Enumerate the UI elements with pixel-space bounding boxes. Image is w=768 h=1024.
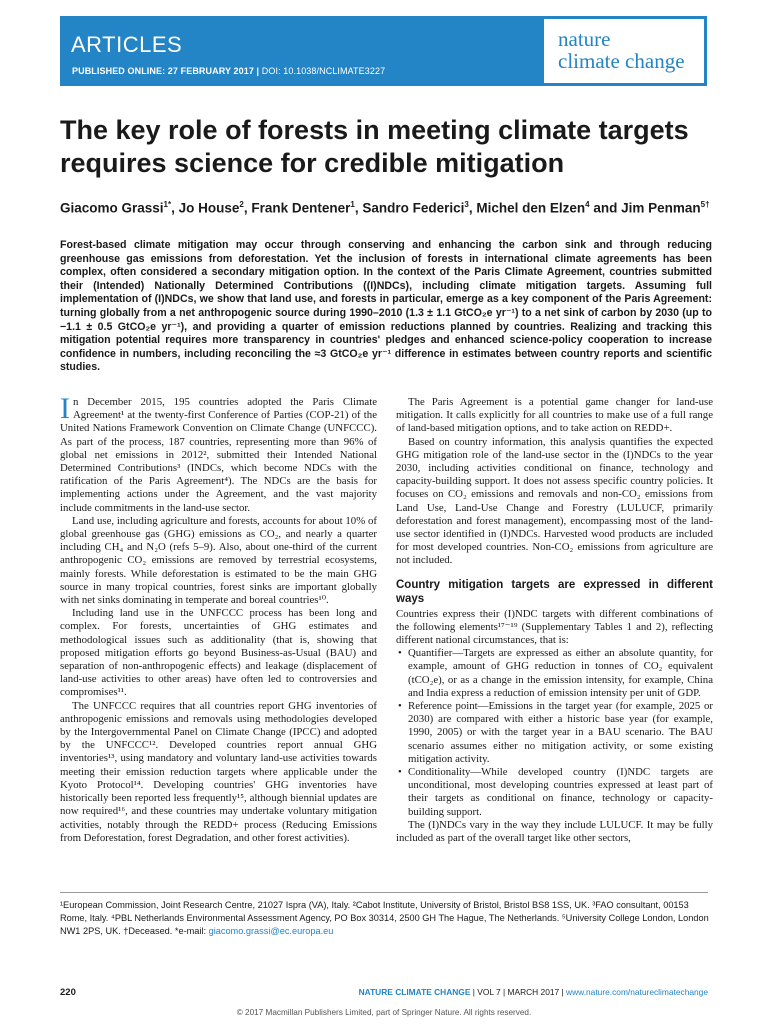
- body-paragraph: Countries express their (I)NDC targets with different combinations of the following elements¹⁷⁻¹⁹ (Supplementary Tables 1 and 2), reflecting different national circumstances, that is:: [396, 607, 713, 647]
- section-heading: Country mitigation targets are expressed in different ways: [396, 578, 713, 605]
- list-item: • Conditionality—While developed country (I)NDC targets are unconditional, most developing countries expressed at least part of their targets as conditional on finance, technology or capacity-building support.: [398, 766, 713, 818]
- journal-logo-line1: nature: [558, 27, 611, 51]
- journal-logo[interactable]: [541, 16, 707, 86]
- published-date: PUBLISHED ONLINE: 27 FEBRUARY 2017: [72, 66, 254, 76]
- copyright-notice: © 2017 Macmillan Publishers Limited, part of Springer Nature. All rights reserved.: [236, 1008, 532, 1017]
- drop-cap: I: [60, 392, 70, 425]
- footer-journal-name: NATURE CLIMATE CHANGE: [358, 987, 471, 997]
- author-affiliation: 1*: [163, 200, 172, 209]
- bullet-marker: •: [398, 766, 402, 779]
- footer-volume: | VOL 7 | MARCH 2017 |: [470, 987, 567, 997]
- page-number: 220: [60, 987, 76, 998]
- header-banner: [60, 16, 707, 86]
- body-column-left: [60, 392, 377, 845]
- affiliations-text: ¹European Commission, Joint Research Centre, 21027 Ispra (VA), Italy. ²Cabot Institute, University of Bristol, Bristol BS8 1SS, UK. ³FAO consultant, 00153 Rome, Italy. ⁴PBL Netherlands Environmental Assessment Agency, PO Box 30314, 2500 GH The Hague, The Netherlands. ⁵University College London, London NW1 2PS, UK. †Deceased. *e-mail:: [60, 900, 709, 936]
- body-paragraph: The (I)NDCs vary in the way they include LULUCF. It may be fully included as part of the overall target like other sectors,: [396, 818, 713, 845]
- body-paragraph: Land use, including agriculture and forests, accounts for about 10% of global greenhouse gas (GHG) emissions as CO₂, and nearly a quarter including CH₄ and N₂O (refs 5–9). Also, about one-third of the current anthropogenic CO₂ emissions are removed by terrestrial ecosystems, mainly forests. While deforestation is estimated to be the main GHG source in many tropical countries, forest sinks are important globally with net sinks dominating in temperate and boreal countries¹⁰.: [60, 514, 377, 607]
- journal-url-link[interactable]: www.nature.com/natureclimatechange: [566, 987, 708, 997]
- affiliations-footnote: [60, 899, 712, 938]
- body-paragraph: In December 2015, 195 countries adopted the Paris Climate Agreement¹ at the twenty-first Conference of Parties (COP-21) of the United Nations Framework Convention on Climate Change (UNFCCC). As part of the process, 187 countries, representing more than 96% of global net emissions in 2012², submitted their Intended National Determined Contributions³ (INDCs, which become NDCs with the ratification of the Paris Agreement⁴). The NDCs are the basis for implementing actions under the Agreement, and the vast majority include commitments in the land-use sector.: [60, 392, 377, 514]
- pub-separator: |: [253, 66, 262, 76]
- publication-info: [72, 66, 385, 76]
- journal-logo-line2: climate change: [558, 49, 685, 73]
- email-link[interactable]: giacomo.grassi@ec.europa.eu: [208, 926, 334, 936]
- list-item: • Reference point—Emissions in the target year (for example, 2025 or 2030) are compared with either a historic base year (for example, 1990, 2005) or with the target year in a BAU scenario. The BAU scenario assumes either no mitigation activity, or some existing mitigation activity.: [398, 700, 713, 765]
- abstract: Forest-based climate mitigation may occur through conserving and enhancing the carbon sink and through reducing greenhouse gas emissions from deforestation. Yet the inclusion of forests in international climate agreements has been complex, often considered a secondary mitigation option. In the context of the Paris Climate Agreement, countries submitted their (Intended) Nationally Determined Contributions ((I)NDCs), including climate mitigation targets. Assuming full implementation of (I)NDCs, we show that land use, and forests in particular, emerge as a key component of the Paris Agreement: turning globally from a net anthropogenic source during 1990–2010 (1.3 ± 1.1 GtCO₂e yr⁻¹) to a net sink of carbon by 2030 (up to −1.1 ± 0.5 GtCO₂e yr⁻¹), and providing a quarter of emission reductions planned by countries. Realizing and tracking this mitigation potential requires more transparency in countries' pledges and enhanced science-policy cooperation to increase confidence in numbers, including reconciling the ≈3 GtCO₂e yr⁻¹ difference in estimates between country reports and scientific studies.: [60, 239, 712, 374]
- section-label: ARTICLES: [71, 32, 183, 57]
- body-paragraph: Including land use in the UNFCCC process has been long and complex. For forests, uncertainties of GHG estimates and methodological issues such as additionality (that is, showing that proposed mitigation efforts go beyond Business-as-Usual (BAU) and separation of non-anthropogenic effects) and leakage (displacement of land-use activities to other areas) have often led to controversies and compromises¹¹.: [60, 607, 377, 699]
- author-affiliation: 1: [350, 200, 355, 209]
- body-column-right: [396, 396, 713, 845]
- author-list: Giacomo Grassi$^{1*}$, Jo House$^2$, Frank Dentener$^1$, Sandro Federici$^3$, Michel den Elzen$^4$ and Jim Penman$^{5\dagger}$: [60, 200, 710, 216]
- body-paragraph: Based on country information, this analysis quantifies the expected GHG mitigation role of the land-use sector in the (I)NDCs to the year 2030, including activities conditional on finance, technology and capacity-building support. It does not assess specific country policies. It focuses on CO₂ emissions and removals and non-CO₂ emissions from Land Use, Land-Use Change and Forestry (LULUCF, primarily deforestation and forest management), encompassing most of the land-use sector identified in (I)NDCs. Harvested wood products are included for most developed countries. Non-CO₂ emissions from agriculture are not included.: [396, 435, 713, 567]
- author-name[interactable]: Jo House: [178, 200, 240, 216]
- author-name[interactable]: Frank Dentener: [251, 200, 351, 216]
- body-paragraph: The Paris Agreement is a potential game changer for land-use mitigation. It calls explicitly for all countries to make use of a full range of land-based mitigation options, and to take action on REDD+.: [396, 396, 713, 435]
- author-affiliation: 4: [585, 200, 590, 209]
- bullet-list: [396, 647, 713, 819]
- list-item: • Quantifier—Targets are expressed as either an absolute quantity, for example, amount of GHG reduction in tonnes of CO₂ equivalent (tCO₂e), or as a change in the emission intensity, for example, China and India express a reduction of emission intensity per unit of GDP.: [398, 647, 713, 699]
- bullet-marker: •: [398, 647, 402, 660]
- author-name[interactable]: Sandro Federici: [362, 200, 465, 216]
- author-affiliation: 3: [464, 200, 469, 209]
- article-title: The key role of forests in meeting climate targets requires science for credible mitigation: [60, 115, 689, 178]
- body-paragraph: The UNFCCC requires that all countries report GHG inventories of anthropogenic emissions and removals using methodologies developed by the Intergovernmental Panel on Climate Change (IPCC) and adopted by the UNFCCC¹². Developed countries report annual GHG inventories¹³, using mandatory and voluntary land-use activities towards meeting their emission reduction targets where applicable under the Kyoto Protocol¹⁴. Developing countries' GHG inventories have historically been reported less frequently¹⁵, although biennial updates are now required¹⁶, and these countries may undertake voluntary mitigation activities, notably through the REDD+ process (Reducing Emissions from Deforestation, forest Degradation, and other forest activities).: [60, 699, 377, 844]
- author-name[interactable]: Jim Penman: [621, 200, 701, 216]
- journal-reference: [359, 987, 708, 997]
- author-name[interactable]: Giacomo Grassi: [60, 200, 164, 216]
- doi-link[interactable]: DOI: 10.1038/NCLIMATE3227: [261, 66, 386, 76]
- author-name[interactable]: Michel den Elzen: [476, 200, 586, 216]
- bullet-marker: •: [398, 700, 402, 713]
- author-affiliation: 5†: [700, 200, 710, 209]
- footnote-divider: [60, 892, 708, 893]
- author-affiliation: 2: [239, 200, 244, 209]
